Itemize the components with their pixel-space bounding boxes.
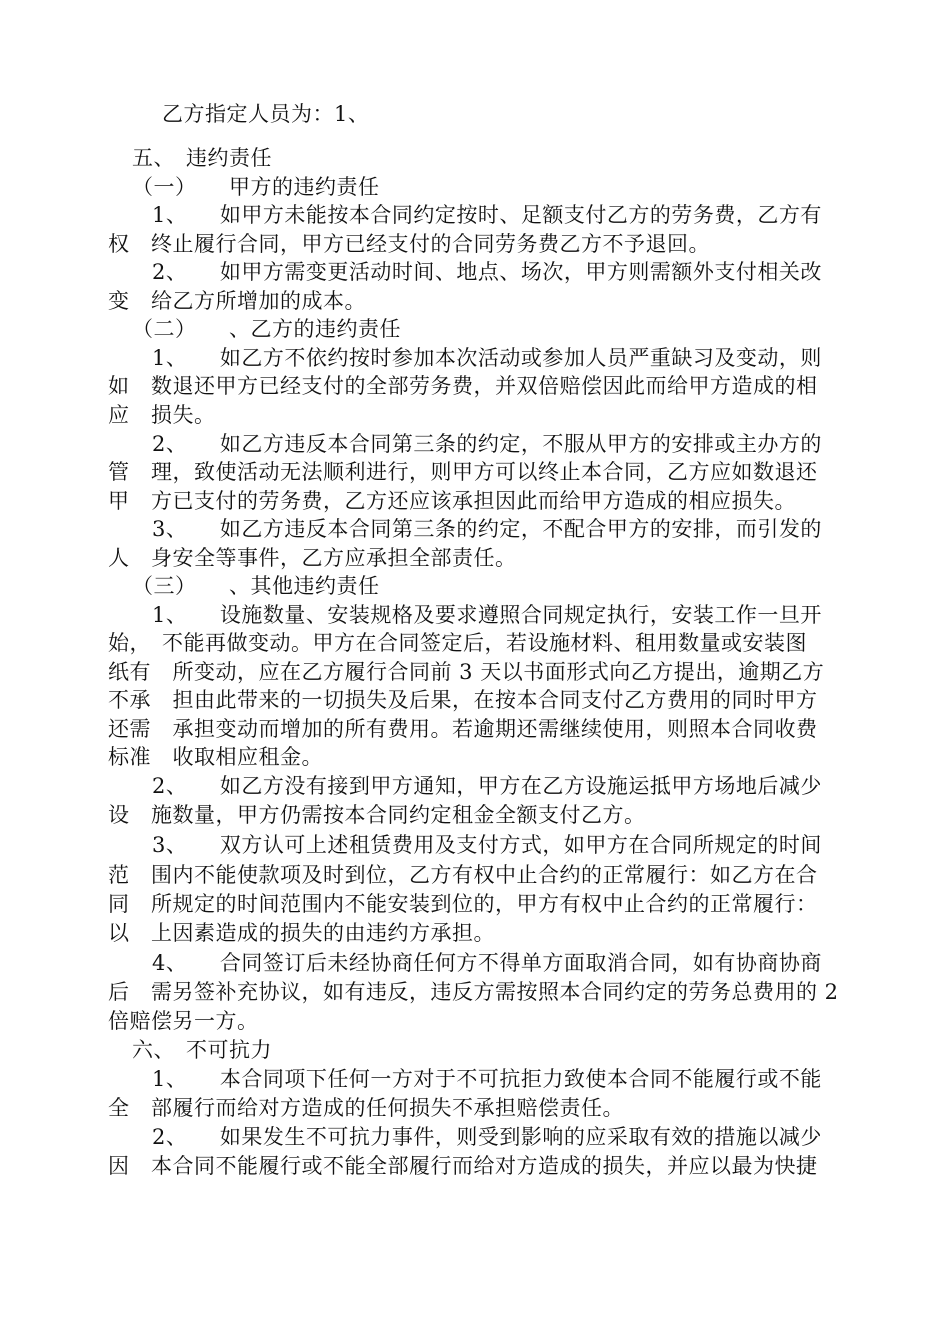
paragraph-line: 因 本合同不能履行或不能全部履行而给对方造成的损失，并应以最为快捷 <box>108 1154 818 1178</box>
paragraph-line: 管 理，致使活动无法顺利进行，则甲方可以终止本合同，乙方应如数退还 <box>108 460 818 484</box>
paragraph-line: 变 给乙方所增加的成本。 <box>108 289 366 313</box>
paragraph-line: 如 数退还甲方已经支付的全部劳务费，并双倍赔偿因此而给甲方造成的相 <box>108 374 818 398</box>
subsection-heading-party-a: （一） 甲方的违约责任 <box>132 175 380 199</box>
subsection-heading-other: （三） 、其他违约责任 <box>132 574 380 598</box>
paragraph-line: 1、 如乙方不依约按时参加本次活动或参加人员严重缺习及变动，则 <box>152 346 822 370</box>
paragraph-line: 全 部履行而给对方造成的任何损失不承担赔偿责任。 <box>108 1096 624 1120</box>
paragraph-line: 同 所规定的时间范围内不能安装到位的，甲方有权中止合约的正常履行： <box>108 892 818 916</box>
paragraph-line: 倍赔偿另一方。 <box>108 1009 259 1033</box>
paragraph-line: 1、 本合同项下任何一方对于不可抗拒力致使本合同不能履行或不能 <box>152 1067 822 1091</box>
paragraph-line: 应 损失。 <box>108 403 216 427</box>
paragraph-line: 3、 双方认可上述租赁费用及支付方式，如甲方在合同所规定的时间 <box>152 833 822 857</box>
designated-personnel-line: 乙方指定人员为：1、 <box>162 102 370 126</box>
paragraph-line: 2、 如乙方没有接到甲方通知，甲方在乙方设施运抵甲方场地后减少 <box>152 774 822 798</box>
paragraph-line: 2、 如乙方违反本合同第三条的约定，不服从甲方的安排或主办方的 <box>152 432 822 456</box>
section-heading-force-majeure: 六、 不可抗力 <box>132 1038 272 1062</box>
paragraph-line: 权 终止履行合同，甲方已经支付的合同劳务费乙方不予退回。 <box>108 232 710 256</box>
paragraph-line: 人 身安全等事件，乙方应承担全部责任。 <box>108 546 517 570</box>
paragraph-line: 还需 承担变动而增加的所有费用。若逾期还需继续使用，则照本合同收费 <box>108 717 818 741</box>
paragraph-line: 甲 方已支付的劳务费，乙方还应该承担因此而给甲方造成的相应损失。 <box>108 489 796 513</box>
paragraph-line: 以 上因素造成的损失的由违约方承担。 <box>108 921 495 945</box>
paragraph-line: 2、 如果发生不可抗力事件，则受到影响的应采取有效的措施以减少 <box>152 1125 822 1149</box>
paragraph-line: 标准 收取相应租金。 <box>108 745 323 769</box>
paragraph-line: 2、 如甲方需变更活动时间、地点、场次，甲方则需额外支付相关改 <box>152 260 822 284</box>
paragraph-line: 始， 不能再做变动。甲方在合同签定后，若设施材料、租用数量或安装图 <box>108 631 807 655</box>
subsection-heading-party-b: （二） 、乙方的违约责任 <box>132 317 401 341</box>
paragraph-line: 不承 担由此带来的一切损失及后果，在按本合同支付乙方费用的同时甲方 <box>108 688 818 712</box>
paragraph-line: 设 施数量，甲方仍需按本合同约定租金全额支付乙方。 <box>108 803 646 827</box>
paragraph-line: 后 需另签补充协议，如有违反，违反方需按照本合同约定的劳务总费用的 2 <box>108 980 839 1004</box>
paragraph-line: 纸有 所变动，应在乙方履行合同前 3 天以书面形式向乙方提出，逾期乙方 <box>108 660 825 684</box>
paragraph-line: 范 围内不能使款项及时到位，乙方有权中止合约的正常履行：如乙方在合 <box>108 863 818 887</box>
paragraph-line: 1、 如甲方未能按本合同约定按时、足额支付乙方的劳务费，乙方有 <box>152 203 822 227</box>
paragraph-line: 4、 合同签订后未经协商任何方不得单方面取消合同，如有协商协商 <box>152 951 822 975</box>
paragraph-line: 3、 如乙方违反本合同第三条的约定，不配合甲方的安排，而引发的 <box>152 517 822 541</box>
paragraph-line: 1、 设施数量、安装规格及要求遵照合同规定执行，安装工作一旦开 <box>152 603 822 627</box>
section-heading-breach: 五、 违约责任 <box>132 146 272 170</box>
